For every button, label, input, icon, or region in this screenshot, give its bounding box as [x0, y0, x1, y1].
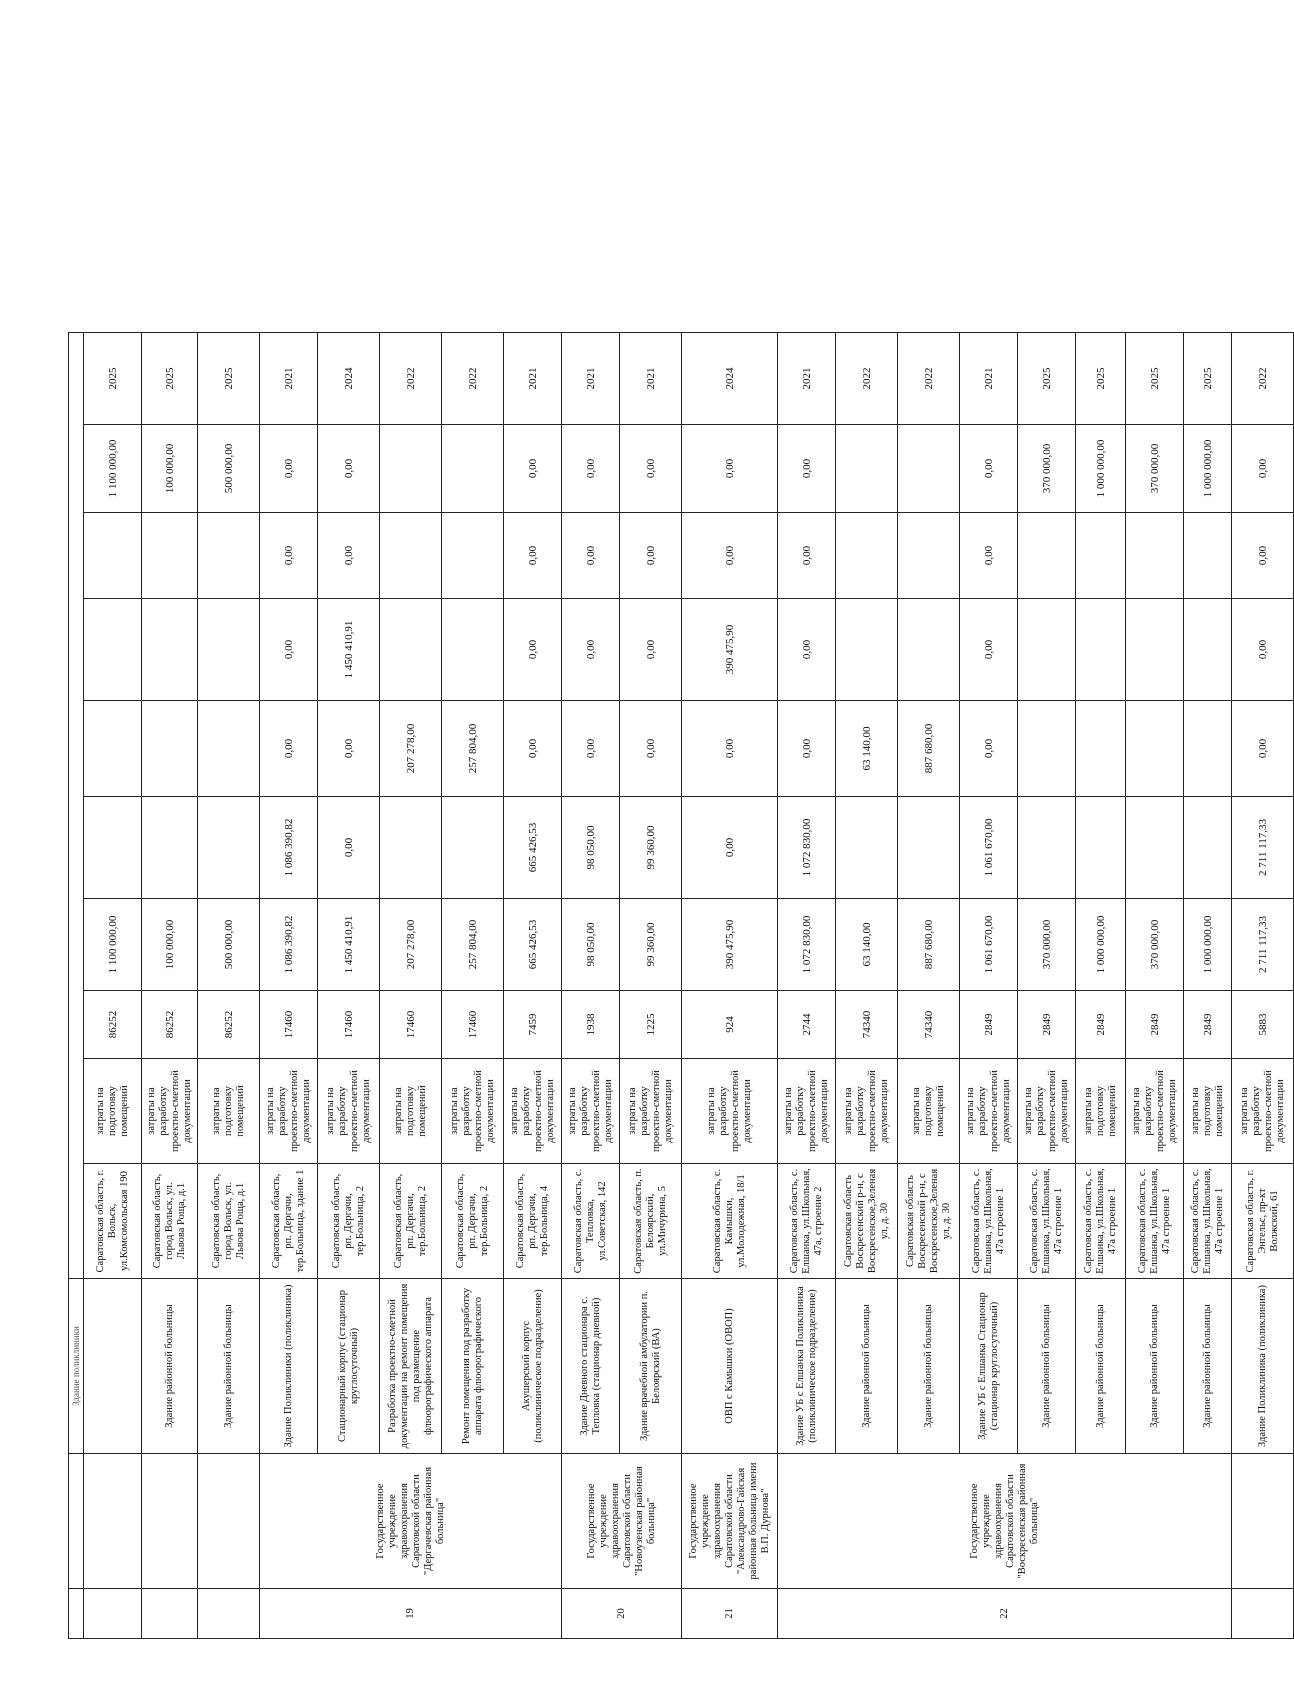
year-2021-cell — [380, 797, 442, 899]
year-2024-cell: 0,00 — [960, 513, 1018, 599]
year-2021-cell — [1184, 797, 1232, 899]
year-2021-cell: 665 426,53 — [504, 797, 562, 899]
object-cell: Здание районной больницы — [1076, 1279, 1126, 1454]
completion-year-cell: 2022 — [1232, 333, 1294, 425]
org-cell: Государственное учреждение здравоохранения Саратовской области "Александрово-Гайская районная больница имени В.П. Дурнова" — [682, 1454, 778, 1589]
table-row — [682, 333, 778, 1639]
num-cell — [1232, 1589, 1294, 1639]
address-cell: Саратовская область, город Вольск, ул. Львова Роща, д.1 — [198, 1164, 260, 1279]
purpose-cell: затраты на разработку проектно-сметной документации — [778, 1059, 836, 1164]
table-row — [198, 333, 260, 1639]
completion-year-cell: 2025 — [1076, 333, 1126, 425]
num-cell — [142, 1589, 198, 1639]
address-cell: Саратовская область, рп. Дергачи, тер.Больница, 2 — [380, 1164, 442, 1279]
total-cell: 1 086 390,82 — [260, 899, 318, 991]
address-cell: Саратовская область, г. Вольск, ул.Комсомольская 190 — [84, 1164, 142, 1279]
object-cell: Здание районной больницы — [1018, 1279, 1076, 1454]
code-cell: 7459 — [504, 991, 562, 1059]
year-2021-cell: 98 050,00 — [562, 797, 620, 899]
table-row — [960, 333, 1018, 1639]
total-cell: 2 711 117,33 — [1232, 899, 1294, 991]
code-cell: 86252 — [84, 991, 142, 1059]
purpose-cell: затраты на разработку проектно-сметной документации — [442, 1059, 504, 1164]
completion-year-cell: 2021 — [960, 333, 1018, 425]
year-2025-cell: 0,00 — [778, 425, 836, 513]
object-cell: Разработка проектно-сметной документации на ремонт помещения под размещение флюорографического аппарата — [380, 1279, 442, 1454]
total-cell: 207 278,00 — [380, 899, 442, 991]
code-cell: 1225 — [620, 991, 682, 1059]
code-cell: 1938 — [562, 991, 620, 1059]
year-2024-cell: 0,00 — [682, 513, 778, 599]
year-2022-cell: 0,00 — [778, 701, 836, 797]
year-2025-cell: 0,00 — [1232, 425, 1294, 513]
purpose-cell: затраты на разработку проектно-сметной документации — [682, 1059, 778, 1164]
total-cell: 100 000,00 — [142, 899, 198, 991]
num-cell: 22 — [778, 1589, 1232, 1639]
table-row — [380, 333, 442, 1639]
purpose-cell: затраты на подготовку помещений — [84, 1059, 142, 1164]
num-cell: 21 — [682, 1589, 778, 1639]
completion-year-cell: 2021 — [778, 333, 836, 425]
year-2021-cell: 2 711 117,33 — [1232, 797, 1294, 899]
year-2023-cell: 0,00 — [778, 599, 836, 701]
completion-year-cell: 2022 — [898, 333, 960, 425]
year-2024-cell: 0,00 — [562, 513, 620, 599]
address-cell: Саратовская область Воскресенский р-н, с Воскресенское,Зеленая ул, д. 30 — [836, 1164, 898, 1279]
year-2022-cell — [1184, 701, 1232, 797]
year-2025-cell: 370 000,00 — [1126, 425, 1184, 513]
year-2023-cell: 0,00 — [620, 599, 682, 701]
completion-year-cell: 2024 — [318, 333, 380, 425]
address-cell: Саратовская область, рп. Дергачи, тер.Больница, 2 — [318, 1164, 380, 1279]
year-2021-cell: 1 086 390,82 — [260, 797, 318, 899]
year-2023-cell — [442, 599, 504, 701]
total-cell: 1 000 000,00 — [1184, 899, 1232, 991]
year-2025-cell: 500 000,00 — [198, 425, 260, 513]
total-cell: 390 475,90 — [682, 899, 778, 991]
year-2022-cell — [142, 701, 198, 797]
year-2022-cell: 0,00 — [318, 701, 380, 797]
completion-year-cell: 2022 — [442, 333, 504, 425]
table-row — [1076, 333, 1126, 1639]
year-2023-cell — [380, 599, 442, 701]
total-cell: 1 100 000,00 — [84, 899, 142, 991]
year-2024-cell — [142, 513, 198, 599]
object-cell: Здание районной больницы — [898, 1279, 960, 1454]
object-cell — [84, 1279, 142, 1454]
org-cell — [1232, 1454, 1294, 1589]
year-2021-cell: 0,00 — [682, 797, 778, 899]
completion-year-cell: 2025 — [1018, 333, 1076, 425]
code-cell: 86252 — [198, 991, 260, 1059]
year-2022-cell: 257 804,00 — [442, 701, 504, 797]
year-2021-cell — [142, 797, 198, 899]
year-2025-cell: 0,00 — [562, 425, 620, 513]
year-2023-cell — [198, 599, 260, 701]
year-2022-cell — [1126, 701, 1184, 797]
year-2024-cell — [84, 513, 142, 599]
year-2021-cell — [898, 797, 960, 899]
org-cell — [142, 1454, 198, 1589]
org-cell: Государственное учреждение здравоохранения Саратовской области "Дергачевская районная больница" — [260, 1454, 562, 1589]
total-cell: 370 000,00 — [1018, 899, 1076, 991]
year-2023-cell: 1 450 410,91 — [318, 599, 380, 701]
code-cell: 2744 — [778, 991, 836, 1059]
object-cell: Здание Поликлиника (поликлиника) — [1232, 1279, 1294, 1454]
year-2023-cell — [1018, 599, 1076, 701]
object-cell: Здание районной больницы — [142, 1279, 198, 1454]
year-2025-cell: 100 000,00 — [142, 425, 198, 513]
num-cell: 19 — [260, 1589, 562, 1639]
year-2021-cell — [442, 797, 504, 899]
purpose-cell: затраты на разработку проектно-сметной документации — [1232, 1059, 1294, 1164]
table-row — [1184, 333, 1232, 1639]
code-cell: 74340 — [898, 991, 960, 1059]
year-2023-cell — [1076, 599, 1126, 701]
year-2025-cell — [380, 425, 442, 513]
year-2022-cell — [1018, 701, 1076, 797]
object-cell: Ремонт помещения под разработку аппарата флюорографического — [442, 1279, 504, 1454]
year-2022-cell: 63 140,00 — [836, 701, 898, 797]
table-row — [1018, 333, 1076, 1639]
year-2024-cell — [836, 513, 898, 599]
object-cell: Акушерский корпус (поликлиническое подразделение) — [504, 1279, 562, 1454]
year-2021-cell — [1018, 797, 1076, 899]
table-row — [1126, 333, 1184, 1639]
purpose-cell: затраты на разработку проектно-сметной документации — [142, 1059, 198, 1164]
year-2022-cell: 0,00 — [960, 701, 1018, 797]
year-2025-cell: 1 000 000,00 — [1076, 425, 1126, 513]
year-2022-cell: 207 278,00 — [380, 701, 442, 797]
year-2024-cell: 0,00 — [620, 513, 682, 599]
num-cell — [84, 1589, 142, 1639]
year-2022-cell: 0,00 — [562, 701, 620, 797]
year-2024-cell — [1126, 513, 1184, 599]
address-cell: Саратовская область, с. Елшанка, ул.Школьная, 47а строение 1 — [960, 1164, 1018, 1279]
object-cell: Здание Поликлиники (поликлиника) — [260, 1279, 318, 1454]
completion-year-cell: 2021 — [620, 333, 682, 425]
object-cell: Здание районной больницы — [836, 1279, 898, 1454]
address-cell: Саратовская область, п. Белоярский, ул.Мичурина, 5 — [620, 1164, 682, 1279]
table-row — [620, 333, 682, 1639]
object-cell: ОВП с Камышки (ОВОП) — [682, 1279, 778, 1454]
purpose-cell: затраты на разработку проектно-сметной документации — [318, 1059, 380, 1164]
cut-text: Здание поликлиники — [69, 1279, 84, 1454]
year-2024-cell: 0,00 — [318, 513, 380, 599]
year-2022-cell: 887 680,00 — [898, 701, 960, 797]
completion-year-cell: 2025 — [142, 333, 198, 425]
table-row — [1232, 333, 1294, 1639]
code-cell: 17460 — [442, 991, 504, 1059]
year-2025-cell: 0,00 — [260, 425, 318, 513]
year-2023-cell — [898, 599, 960, 701]
total-cell: 370 000,00 — [1126, 899, 1184, 991]
year-2023-cell: 0,00 — [960, 599, 1018, 701]
year-2023-cell — [142, 599, 198, 701]
total-cell: 1 061 670,00 — [960, 899, 1018, 991]
purpose-cell: затраты на разработку проектно-сметной документации — [504, 1059, 562, 1164]
address-cell: Саратовская область Воскресенский р-н, с Воскресенское,Зеленая ул, д. 30 — [898, 1164, 960, 1279]
year-2025-cell: 370 000,00 — [1018, 425, 1076, 513]
year-2024-cell — [1184, 513, 1232, 599]
year-2024-cell — [380, 513, 442, 599]
cut-row — [69, 333, 84, 1639]
completion-year-cell: 2025 — [84, 333, 142, 425]
completion-year-cell: 2025 — [1184, 333, 1232, 425]
code-cell: 2849 — [1184, 991, 1232, 1059]
year-2024-cell — [442, 513, 504, 599]
year-2023-cell — [1184, 599, 1232, 701]
year-2024-cell: 0,00 — [778, 513, 836, 599]
address-cell: Саратовская область, с. Елшанка, ул.Школьная, 47а, строение 2 — [778, 1164, 836, 1279]
year-2025-cell — [442, 425, 504, 513]
financing-table — [68, 332, 1294, 1639]
table-row — [318, 333, 380, 1639]
total-cell: 1 000 000,00 — [1076, 899, 1126, 991]
num-cell — [198, 1589, 260, 1639]
object-cell: Здание УБ с Елшанка Стационар (стационар круглосуточный) — [960, 1279, 1018, 1454]
year-2021-cell — [198, 797, 260, 899]
address-cell: Саратовская область, с. Камышки, ул.Молодежная, 18/1 — [682, 1164, 778, 1279]
year-2023-cell — [1126, 599, 1184, 701]
purpose-cell: затраты на подготовку помещений — [1076, 1059, 1126, 1164]
completion-year-cell: 2021 — [562, 333, 620, 425]
object-cell: Здание Дневного стационара с. Тепловка (стационар дневной) — [562, 1279, 620, 1454]
code-cell: 2849 — [1076, 991, 1126, 1059]
year-2022-cell: 0,00 — [504, 701, 562, 797]
object-cell: Здание районной больницы — [1126, 1279, 1184, 1454]
table-row — [84, 333, 142, 1639]
year-2022-cell: 0,00 — [682, 701, 778, 797]
year-2024-cell — [198, 513, 260, 599]
object-cell: Стационарный корпус (стационар круглосуточный) — [318, 1279, 380, 1454]
address-cell: Саратовская область, с. Елшанка, ул.Школьная, 47а строение 1 — [1184, 1164, 1232, 1279]
year-2021-cell — [84, 797, 142, 899]
purpose-cell: затраты на подготовку помещений — [380, 1059, 442, 1164]
year-2025-cell — [898, 425, 960, 513]
year-2022-cell — [198, 701, 260, 797]
code-cell: 2849 — [960, 991, 1018, 1059]
table-row — [562, 333, 620, 1639]
address-cell: Саратовская область, с. Тепловка, ул.Советская, 142 — [562, 1164, 620, 1279]
year-2021-cell — [836, 797, 898, 899]
purpose-cell: затраты на разработку проектно-сметной документации — [1018, 1059, 1076, 1164]
year-2023-cell: 0,00 — [504, 599, 562, 701]
year-2024-cell: 0,00 — [504, 513, 562, 599]
purpose-cell: затраты на разработку проектно-сметной документации — [960, 1059, 1018, 1164]
purpose-cell: затраты на разработку проектно-сметной документации — [1126, 1059, 1184, 1164]
total-cell: 500 000,00 — [198, 899, 260, 991]
org-cell — [198, 1454, 260, 1589]
address-cell: Саратовская область, рп. Дергачи, тер.Больница, 4 — [504, 1164, 562, 1279]
completion-year-cell: 2022 — [380, 333, 442, 425]
year-2022-cell: 0,00 — [260, 701, 318, 797]
address-cell: Саратовская область, город Вольск, ул. Львова Роща, д.1 — [142, 1164, 198, 1279]
year-2023-cell: 0,00 — [1232, 599, 1294, 701]
completion-year-cell: 2024 — [682, 333, 778, 425]
year-2023-cell: 0,00 — [562, 599, 620, 701]
year-2021-cell: 1 072 830,00 — [778, 797, 836, 899]
year-2025-cell: 1 100 000,00 — [84, 425, 142, 513]
code-cell: 2849 — [1018, 991, 1076, 1059]
year-2022-cell — [1076, 701, 1126, 797]
address-cell: Саратовская область, с. Елшанка, ул.Школьная, 47а строение 1 — [1126, 1164, 1184, 1279]
org-cell: Государственное учреждение здравоохранения Саратовской области "Новоузенская районная больница" — [562, 1454, 682, 1589]
year-2024-cell — [1018, 513, 1076, 599]
year-2025-cell: 1 000 000,00 — [1184, 425, 1232, 513]
year-2023-cell: 390 475,90 — [682, 599, 778, 701]
purpose-cell: затраты на разработку проектно-сметной документации — [836, 1059, 898, 1164]
total-cell: 665 426,53 — [504, 899, 562, 991]
org-cell — [84, 1454, 142, 1589]
total-cell: 257 804,00 — [442, 899, 504, 991]
year-2021-cell — [1076, 797, 1126, 899]
year-2025-cell: 0,00 — [504, 425, 562, 513]
completion-year-cell: 2021 — [260, 333, 318, 425]
object-cell: Здание врачебной амбулатории п. Белоярский (ВА) — [620, 1279, 682, 1454]
completion-year-cell: 2021 — [504, 333, 562, 425]
year-2021-cell — [1126, 797, 1184, 899]
table-row — [142, 333, 198, 1639]
year-2023-cell: 0,00 — [260, 599, 318, 701]
year-2023-cell — [836, 599, 898, 701]
purpose-cell: затраты на разработку проектно-сметной документации — [620, 1059, 682, 1164]
total-cell: 1 450 410,91 — [318, 899, 380, 991]
year-2024-cell: 0,00 — [1232, 513, 1294, 599]
year-2025-cell — [836, 425, 898, 513]
total-cell: 63 140,00 — [836, 899, 898, 991]
year-2025-cell: 0,00 — [960, 425, 1018, 513]
total-cell: 887 680,00 — [898, 899, 960, 991]
year-2024-cell: 0,00 — [260, 513, 318, 599]
completion-year-cell: 2022 — [836, 333, 898, 425]
purpose-cell: затраты на подготовку помещений — [1184, 1059, 1232, 1164]
year-2021-cell: 99 360,00 — [620, 797, 682, 899]
address-cell: Саратовская область, с. Елшанка, ул.Школьная, 47а строение 1 — [1018, 1164, 1076, 1279]
total-cell: 99 360,00 — [620, 899, 682, 991]
purpose-cell: затраты на подготовку помещений — [898, 1059, 960, 1164]
table-row — [778, 333, 836, 1639]
object-cell: Здание районной больницы — [198, 1279, 260, 1454]
code-cell: 86252 — [142, 991, 198, 1059]
table-row — [442, 333, 504, 1639]
num-cell: 20 — [562, 1589, 682, 1639]
table-row — [504, 333, 562, 1639]
table-row — [836, 333, 898, 1639]
purpose-cell: затраты на подготовку помещений — [198, 1059, 260, 1164]
code-cell: 924 — [682, 991, 778, 1059]
year-2021-cell: 1 061 670,00 — [960, 797, 1018, 899]
code-cell: 17460 — [260, 991, 318, 1059]
code-cell: 5883 — [1232, 991, 1294, 1059]
year-2023-cell — [84, 599, 142, 701]
code-cell: 17460 — [380, 991, 442, 1059]
year-2024-cell — [898, 513, 960, 599]
object-cell: Здание районной больницы — [1184, 1279, 1232, 1454]
year-2025-cell: 0,00 — [620, 425, 682, 513]
purpose-cell: затраты на разработку проектно-сметной документации — [562, 1059, 620, 1164]
year-2022-cell — [84, 701, 142, 797]
year-2025-cell: 0,00 — [318, 425, 380, 513]
object-cell: Здание УБ с Елшанка Поликлиника (поликлиническое подразделение) — [778, 1279, 836, 1454]
table-row — [898, 333, 960, 1639]
total-cell: 98 050,00 — [562, 899, 620, 991]
address-cell: Саратовская область, рп. Дергачи, тер.Больница, 2 — [442, 1164, 504, 1279]
code-cell: 2849 — [1126, 991, 1184, 1059]
purpose-cell: затраты на разработку проектно-сметной документации — [260, 1059, 318, 1164]
table-row — [260, 333, 318, 1639]
year-2022-cell: 0,00 — [1232, 701, 1294, 797]
year-2024-cell — [1076, 513, 1126, 599]
address-cell: Саратовская область, с. Елшанка, ул.Школьная, 47а строение 1 — [1076, 1164, 1126, 1279]
completion-year-cell: 2025 — [198, 333, 260, 425]
year-2025-cell: 0,00 — [682, 425, 778, 513]
code-cell: 17460 — [318, 991, 380, 1059]
year-2021-cell: 0,00 — [318, 797, 380, 899]
code-cell: 74340 — [836, 991, 898, 1059]
address-cell: Саратовская область, г. Энгельс, пр-кт Волжский, 61 — [1232, 1164, 1294, 1279]
completion-year-cell: 2025 — [1126, 333, 1184, 425]
total-cell: 1 072 830,00 — [778, 899, 836, 991]
year-2022-cell: 0,00 — [620, 701, 682, 797]
org-cell: Государственное учреждение здравоохранения Саратовской области "Воскресенская районная больница" — [778, 1454, 1232, 1589]
address-cell: Саратовская область, рп. Дергачи, тер.Больница, здание 1 — [260, 1164, 318, 1279]
